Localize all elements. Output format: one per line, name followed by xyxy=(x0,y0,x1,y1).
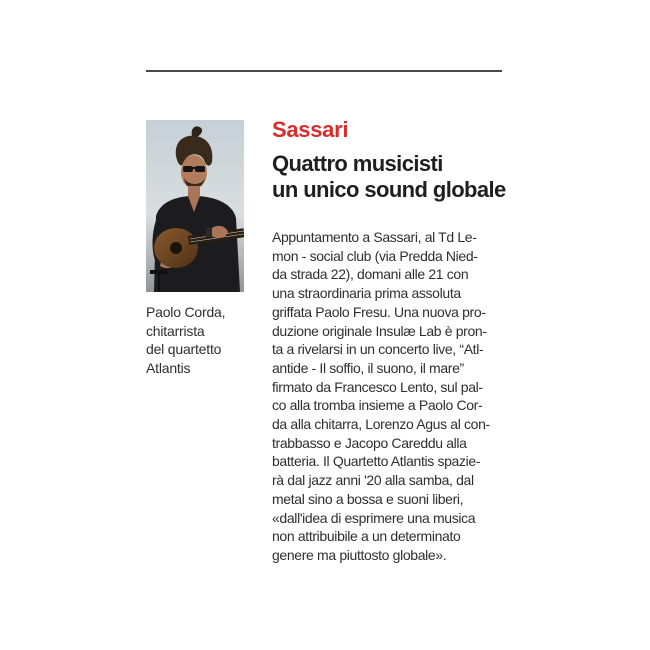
body-line: rà dal jazz anni '20 alla samba, dal xyxy=(272,472,474,489)
body-line: ta a rivelarsi in un concerto live, “Atl- xyxy=(272,341,484,358)
article-body xyxy=(272,228,512,565)
body-line: una straordinaria prima assoluta xyxy=(272,285,461,302)
body-line: batteria. Il Quartetto Atlantis spazie- xyxy=(272,453,481,470)
top-rule xyxy=(146,70,502,72)
body-line: firmato da Francesco Lento, sul pal- xyxy=(272,378,483,395)
section-label: Sassari xyxy=(272,117,349,142)
headline-line: un unico sound globale xyxy=(272,177,506,202)
body-line: trabbasso e Jacopo Careddu alla xyxy=(272,434,467,451)
body-line: duzione originale Insulæ Lab è pron- xyxy=(272,322,487,339)
article-headline xyxy=(272,151,506,203)
caption-line: Atlantis xyxy=(146,359,191,376)
body-line: Appuntamento a Sassari, al Td Le- xyxy=(272,229,477,245)
photo-caption xyxy=(146,303,256,377)
body-line: non attribuibile a un determinato xyxy=(272,528,461,545)
body-line: antide - Il soffio, il suono, il mare” xyxy=(272,359,464,376)
body-line: co alla tromba insieme a Paolo Cor- xyxy=(272,397,483,414)
caption-line: Paolo Corda, xyxy=(146,304,226,320)
body-line: «dall'idea di esprimere una musica xyxy=(272,509,476,526)
body-line: da alla chitarra, Lorenzo Agus al con- xyxy=(272,416,490,433)
caption-line: del quartetto xyxy=(146,341,222,357)
body-line: genere ma piuttosto globale». xyxy=(272,546,447,563)
body-line: metal sino a bossa e suoni liberi, xyxy=(272,490,464,507)
caption-line: chitarrista xyxy=(146,322,205,339)
body-line: mon - social club (via Predda Nied- xyxy=(272,247,478,264)
body-line: griffata Paolo Fresu. Una nuova pro- xyxy=(272,303,486,320)
guitarist-photo xyxy=(146,120,244,292)
headline-line: Quattro musicisti xyxy=(272,151,443,176)
body-line: da strada 22), domani alle 21 con xyxy=(272,266,469,283)
